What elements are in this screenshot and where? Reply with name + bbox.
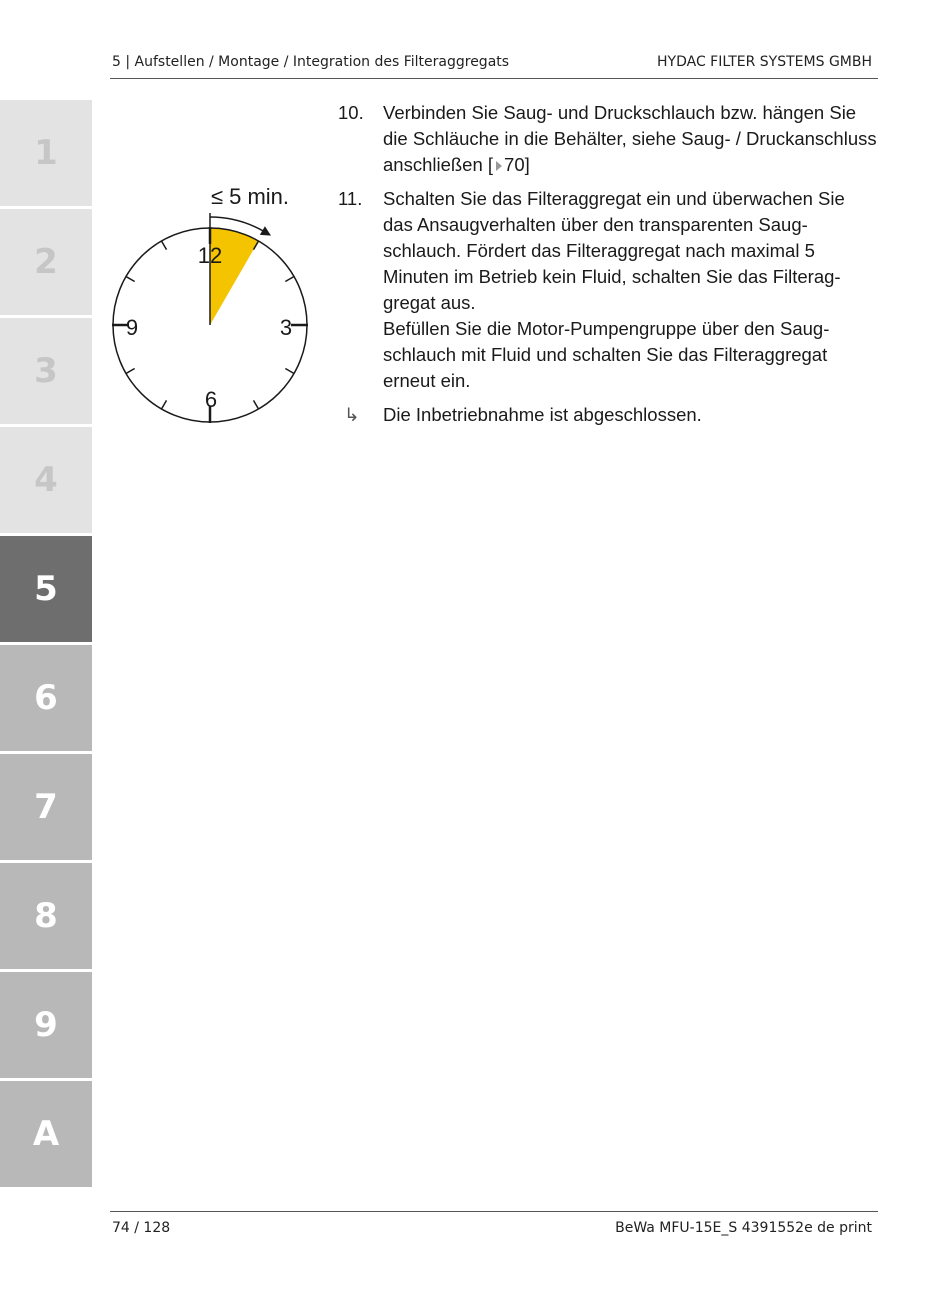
- chapter-tab-5[interactable]: 5: [0, 536, 92, 642]
- clock-tick: [126, 277, 135, 282]
- step-text-paragraph: Befüllen Sie die Motor-Pumpengruppe über den Saugschlauch mit Fluid und schalten Sie das Filteraggregat erneut ein.: [383, 318, 830, 391]
- clock-label-9: 9: [125, 315, 139, 340]
- chapter-tabs: [0, 100, 92, 1190]
- page-footer: [110, 1211, 878, 1242]
- step-text: [383, 100, 878, 178]
- chapter-tab-4[interactable]: 4: [0, 427, 92, 533]
- clock-tick: [285, 277, 294, 282]
- clock-tick: [285, 369, 294, 374]
- result-arrow-icon: ↳: [344, 404, 360, 425]
- clock-tick: [162, 400, 167, 409]
- step-text-part: Verbinden Sie Saug- und Druckschlauch bzw. hängen Sie die Schläuche in die Behälter, siehe Saug- / Druckanschluss anschließen [: [383, 102, 877, 175]
- clock-tick: [126, 369, 135, 374]
- clock-illustration: [105, 180, 320, 430]
- step-text-paragraph: Schalten Sie das Filteraggregat ein und überwachen Sie das Ansaugverhalten über den transparenten Saugschlauch. Fördert das Filteraggregat nach maximal 5 Minuten im Betrieb kein Fluid, schalten Sie das Filteraggregat aus.: [383, 188, 845, 313]
- instruction-steps: [338, 100, 878, 428]
- clock-tick: [162, 241, 167, 250]
- step-text: [383, 186, 878, 394]
- clock-tick: [254, 400, 259, 409]
- chapter-tab-6[interactable]: 6: [0, 645, 92, 751]
- chapter-tab-3[interactable]: 3: [0, 318, 92, 424]
- result-text: Die Inbetriebnahme ist abgeschlossen.: [383, 404, 702, 425]
- page-number: 74 / 128: [112, 1220, 171, 1236]
- result-line: [338, 402, 878, 428]
- chapter-tab-8[interactable]: 8: [0, 863, 92, 969]
- chapter-tab-7[interactable]: 7: [0, 754, 92, 860]
- chapter-tab-a[interactable]: A: [0, 1081, 92, 1187]
- chapter-title: 5 | Aufstellen / Montage / Integration des Filteraggregats: [112, 54, 510, 70]
- chapter-tab-1[interactable]: 1: [0, 100, 92, 206]
- clock-caption: ≤ 5 min.: [210, 184, 290, 209]
- clock-label-6: 6: [204, 387, 218, 412]
- page-ref-arrow-icon: [496, 161, 502, 171]
- page-reference-link[interactable]: 70: [504, 154, 525, 175]
- page-header: [110, 52, 878, 79]
- chapter-tab-9[interactable]: 9: [0, 972, 92, 1078]
- step-10: [338, 100, 878, 178]
- document-id: BeWa MFU-15E_S 4391552e de print: [615, 1220, 872, 1236]
- step-number: 10.: [338, 102, 364, 123]
- step-text-end: ]: [524, 154, 530, 175]
- company-name: HYDAC FILTER SYSTEMS GMBH: [657, 54, 872, 70]
- step-number: 11.: [338, 188, 363, 209]
- chapter-tab-2[interactable]: 2: [0, 209, 92, 315]
- clock-label-3: 3: [279, 315, 293, 340]
- clock-label-12: 12: [197, 243, 223, 268]
- step-11: [338, 186, 878, 394]
